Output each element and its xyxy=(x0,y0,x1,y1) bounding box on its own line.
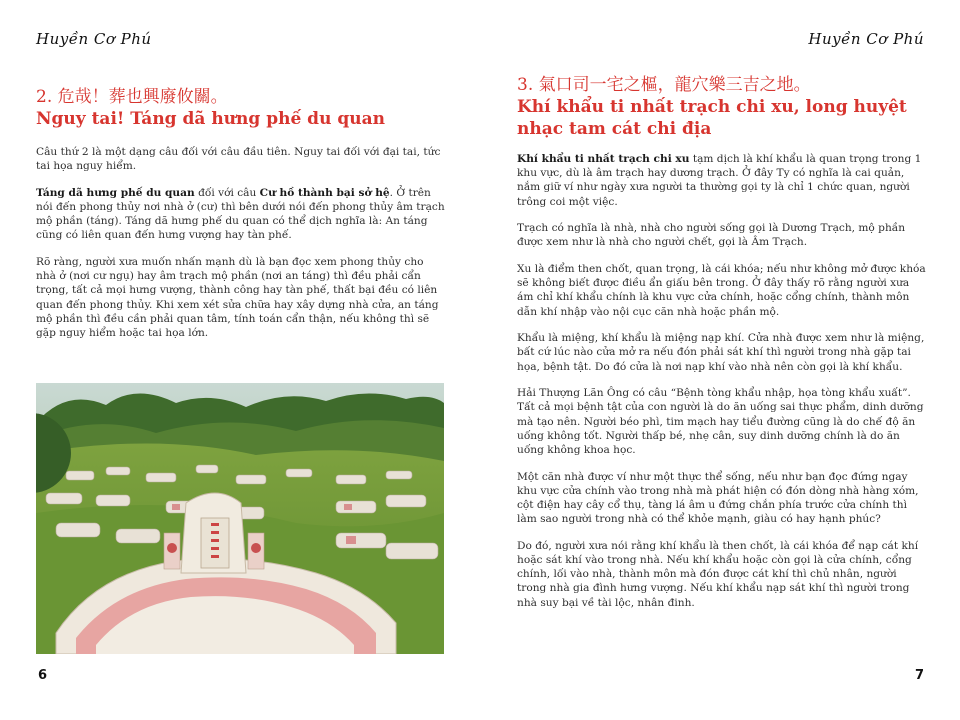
left-body xyxy=(36,145,446,353)
section-2-heading xyxy=(36,86,446,130)
bold-term: Khí khẩu ti nhất trạch chi xu xyxy=(517,153,690,165)
paragraph: Khẩu là miệng, khí khẩu là miệng nạp khí. Cửa nhà được xem như là miệng, bất cứ lúc nào cửa mở ra nếu đón phải sát khí thì người trong nhà gặp tai họa, bệnh tật. Do đó cửa là nơi nạp khí vào nhà nên còn gọi là khí khẩu. xyxy=(517,332,925,373)
right-body xyxy=(517,152,927,622)
section-3-heading xyxy=(517,74,927,140)
right-page xyxy=(480,0,960,720)
text-run: tạm dịch là khí khẩu là quan trọng trong 1 khu vực, dù là âm trạch hay dương trạch. Ở đây Ty có nghĩa là cai quản, nắm giữ ví như ngày xưa người ta thường gọi ty là chỉ 1 chức quan, người trông coi một việc. xyxy=(517,153,922,208)
paragraph: Hải Thượng Lãn Ông có câu “Bệnh tòng khẩu nhập, họa tòng khẩu xuất”. Tất cả mọi bệnh tật của con người là do ăn uống sai thực phẩm, dinh dưỡng mà tạo nên. Người béo phì, tim mạch hay tiểu đường cũng là do chế độ ăn uống không tốt. Người thấp bé, nhẹ cân, suy dinh dưỡng chính là do ăn uống không khoa học. xyxy=(517,387,924,457)
text-run: đối với câu xyxy=(194,186,260,199)
paragraph: Trạch có nghĩa là nhà, nhà cho người sống gọi là Dương Trạch, mộ phần được xem như là nhà cho người chết, gọi là Âm Trạch. xyxy=(517,222,906,249)
bold-term: Cư hồ thành bại sở hệ xyxy=(259,186,390,199)
page-number-left: 6 xyxy=(38,668,48,683)
paragraph: Do đó, người xưa nói rằng khí khẩu là then chốt, là cái khóa để nạp cát khí hoặc sát khí vào trong nhà. Nếu khí khẩu hoặc còn gọi là cửa chính, cổng chính, lối vào nhà, thành môn mà đón được cát khí thì chủ nhân, người trong nhà gia đình hưng vượng. Nếu khí khẩu nạp sát khí thì người trong nhà suy bại về tài lộc, nhân đinh. xyxy=(517,539,919,609)
paragraph xyxy=(36,186,446,243)
heading-vietnamese: Nguy tai! Táng dã hưng phế du quan xyxy=(36,109,385,129)
cemetery-photo xyxy=(36,383,444,654)
bold-term: Táng dã hưng phế du quan xyxy=(36,186,195,199)
heading-chinese: 2. 危哉！葬也興廢攸關。 xyxy=(36,87,228,107)
paragraph: Rõ ràng, người xưa muốn nhấn mạnh dù là bạn đọc xem phong thủy cho nhà ở (nơi cư ngụ) hay âm trạch mộ phần (nơi an táng) thì đều phải cẩn trọng, tất cả mọi hưng vượng, thành công hay tàn phế, thất bại đều có liên quan đến phong thủy. Khi xem xét sửa chữa hay xây dựng nhà cửa, an táng mộ phần thì đều cần phải quan tâm, tính toán cẩn thận, nếu không thì sẽ gặp nguy hiểm hoặc tai họa lớn. xyxy=(36,256,439,340)
paragraph: Một căn nhà được ví như một thực thể sống, nếu như bạn đọc đứng ngay khu vực cửa chính vào trong nhà mà phát hiện có đón dòng nhà hàng xóm, cột điện hay cây cổ thụ, tàng lá âm u đứng chắn phía trước cửa chính thì làm sao người trong nhà có thể khỏe mạnh, giàu có hay hạnh phúc? xyxy=(517,470,919,526)
heading-chinese: 3. 氣口司一宅之樞，龍穴樂三吉之地。 xyxy=(517,75,811,95)
paragraph xyxy=(517,152,927,209)
brand-logo-right: Huyền Cơ Phú xyxy=(808,30,924,48)
page-number-right: 7 xyxy=(914,668,924,683)
paragraph: Xu là điểm then chốt, quan trọng, là cái khóa; nếu như không mở được khóa sẽ không biết được điều ẩn giấu bên trong. Ở đây thấy rõ rằng người xưa ám chỉ khí khẩu chính là khu vực cửa chính, hoặc cổng chính, thành môn dẫn khí nhập vào nội cục căn nhà hoặc phần mộ. xyxy=(517,263,926,318)
brand-logo-left: Huyền Cơ Phú xyxy=(36,30,152,48)
text-run: . Ở trên nói đến phong thủy nơi nhà ở (cư) thì bên dưới nói đến phong thủy âm trạch mộ phần (táng). Táng dã hưng phế du quan có thể dịch nghĩa là: An táng cũng có liên quan đến hưng vượng hay tàn phế. xyxy=(36,186,445,242)
paragraph: Câu thứ 2 là một dạng câu đối với câu đầu tiên. Nguy tai đối với đại tai, tức tai họa nguy hiểm. xyxy=(36,146,441,173)
heading-vietnamese: Khí khẩu ti nhất trạch chi xu, long huyệt nhạc tam cát chi địa xyxy=(517,97,907,139)
